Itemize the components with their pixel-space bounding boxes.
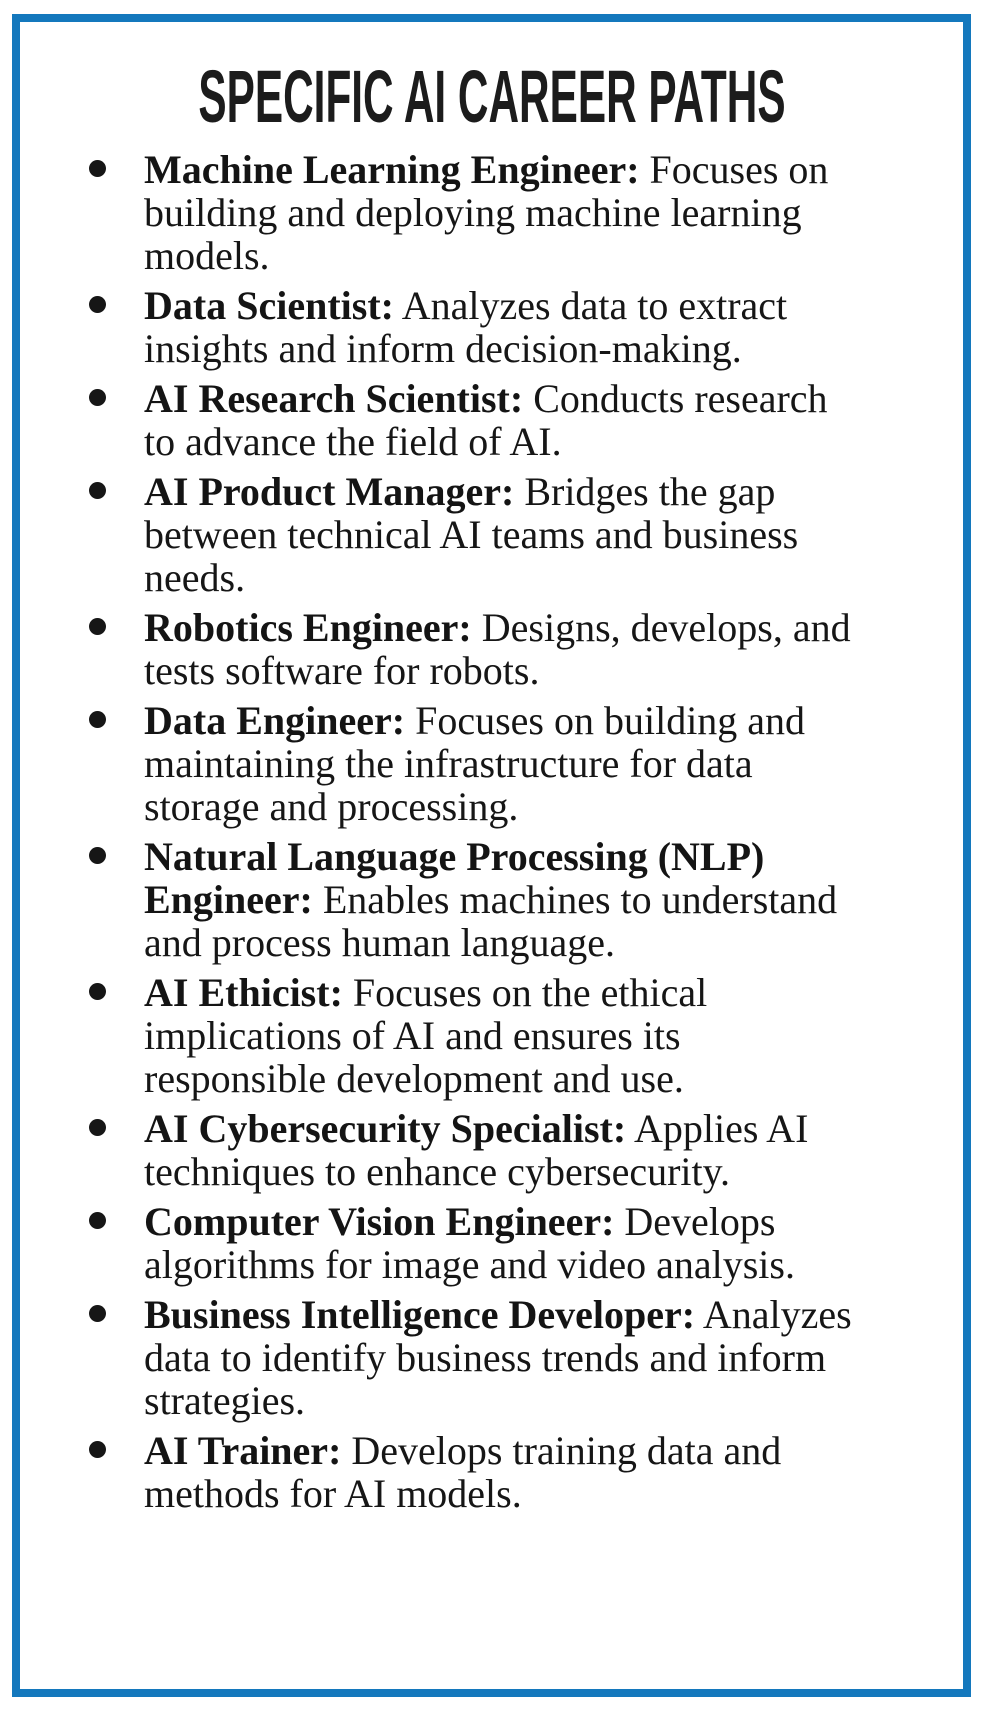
- list-item: [20, 377, 963, 463]
- bullet-icon: [89, 983, 106, 1000]
- list-item: [20, 971, 963, 1100]
- list-item: [20, 1429, 963, 1515]
- career-list: [20, 148, 963, 1515]
- career-description: Focuses on the ethical implications of AI and ensures its responsible development and use.: [144, 970, 708, 1101]
- career-description: Conducts research to advance the field of AI.: [144, 376, 828, 464]
- career-role: Machine Learning Engineer:: [144, 147, 640, 192]
- career-role: Data Scientist:: [144, 283, 394, 328]
- career-description: Bridges the gap between technical AI teams and business needs.: [144, 469, 799, 600]
- career-description: Analyzes data to identify business trends and inform strategies.: [144, 1292, 852, 1423]
- career-description: Focuses on building and deploying machine learning models.: [144, 147, 829, 278]
- career-role: AI Research Scientist:: [144, 376, 524, 421]
- career-role: Data Engineer:: [144, 698, 406, 743]
- career-role: AI Product Manager:: [144, 469, 515, 514]
- career-role: Computer Vision Engineer:: [144, 1199, 615, 1244]
- career-role: AI Ethicist:: [144, 970, 343, 1015]
- list-item: [20, 699, 963, 828]
- career-entry: [144, 1107, 866, 1193]
- bullet-icon: [89, 389, 106, 406]
- career-entry: [144, 699, 866, 828]
- bullet-icon: [89, 160, 106, 177]
- list-item: [20, 470, 963, 599]
- list-item: [20, 835, 963, 964]
- list-item: [20, 1200, 963, 1286]
- career-entry: [144, 470, 866, 599]
- career-role: Business Intelligence Developer:: [144, 1292, 696, 1337]
- career-entry: [144, 606, 866, 692]
- career-description: Develops training data and methods for AI models.: [144, 1428, 782, 1516]
- bullet-icon: [89, 711, 106, 728]
- career-role: AI Cybersecurity Specialist:: [144, 1106, 627, 1151]
- list-item: [20, 148, 963, 277]
- bullet-icon: [89, 1212, 106, 1229]
- career-entry: [144, 1200, 866, 1286]
- career-entry: [144, 377, 866, 463]
- career-role: AI Trainer:: [144, 1428, 342, 1473]
- bordered-panel: [12, 14, 971, 1697]
- list-item: [20, 284, 963, 370]
- career-entry: [144, 148, 866, 277]
- page-title: SPECIFIC AI CAREER PATHS: [197, 55, 786, 138]
- career-entry: [144, 1429, 866, 1515]
- bullet-icon: [89, 618, 106, 635]
- career-entry: [144, 835, 866, 964]
- career-description: Focuses on building and maintaining the infrastructure for data storage and processing.: [144, 698, 806, 829]
- career-entry: [144, 971, 866, 1100]
- career-role: Natural Language Processing (NLP) Engineer:: [144, 834, 765, 922]
- career-description: Develops algorithms for image and video analysis.: [144, 1199, 795, 1287]
- list-item: [20, 606, 963, 692]
- career-role: Robotics Engineer:: [144, 605, 472, 650]
- career-description: Enables machines to understand and process human language.: [144, 877, 838, 965]
- career-description: Analyzes data to extract insights and inform decision-making.: [144, 283, 788, 371]
- bullet-icon: [89, 1119, 106, 1136]
- bullet-icon: [89, 847, 106, 864]
- bullet-icon: [89, 1441, 106, 1458]
- bullet-icon: [89, 482, 106, 499]
- career-entry: [144, 284, 866, 370]
- list-item: [20, 1293, 963, 1422]
- list-item: [20, 1107, 963, 1193]
- career-description: Applies AI techniques to enhance cybersecurity.: [144, 1106, 809, 1194]
- career-description: Designs, develops, and tests software for robots.: [144, 605, 851, 693]
- career-entry: [144, 1293, 866, 1422]
- bullet-icon: [89, 1305, 106, 1322]
- bullet-icon: [89, 296, 106, 313]
